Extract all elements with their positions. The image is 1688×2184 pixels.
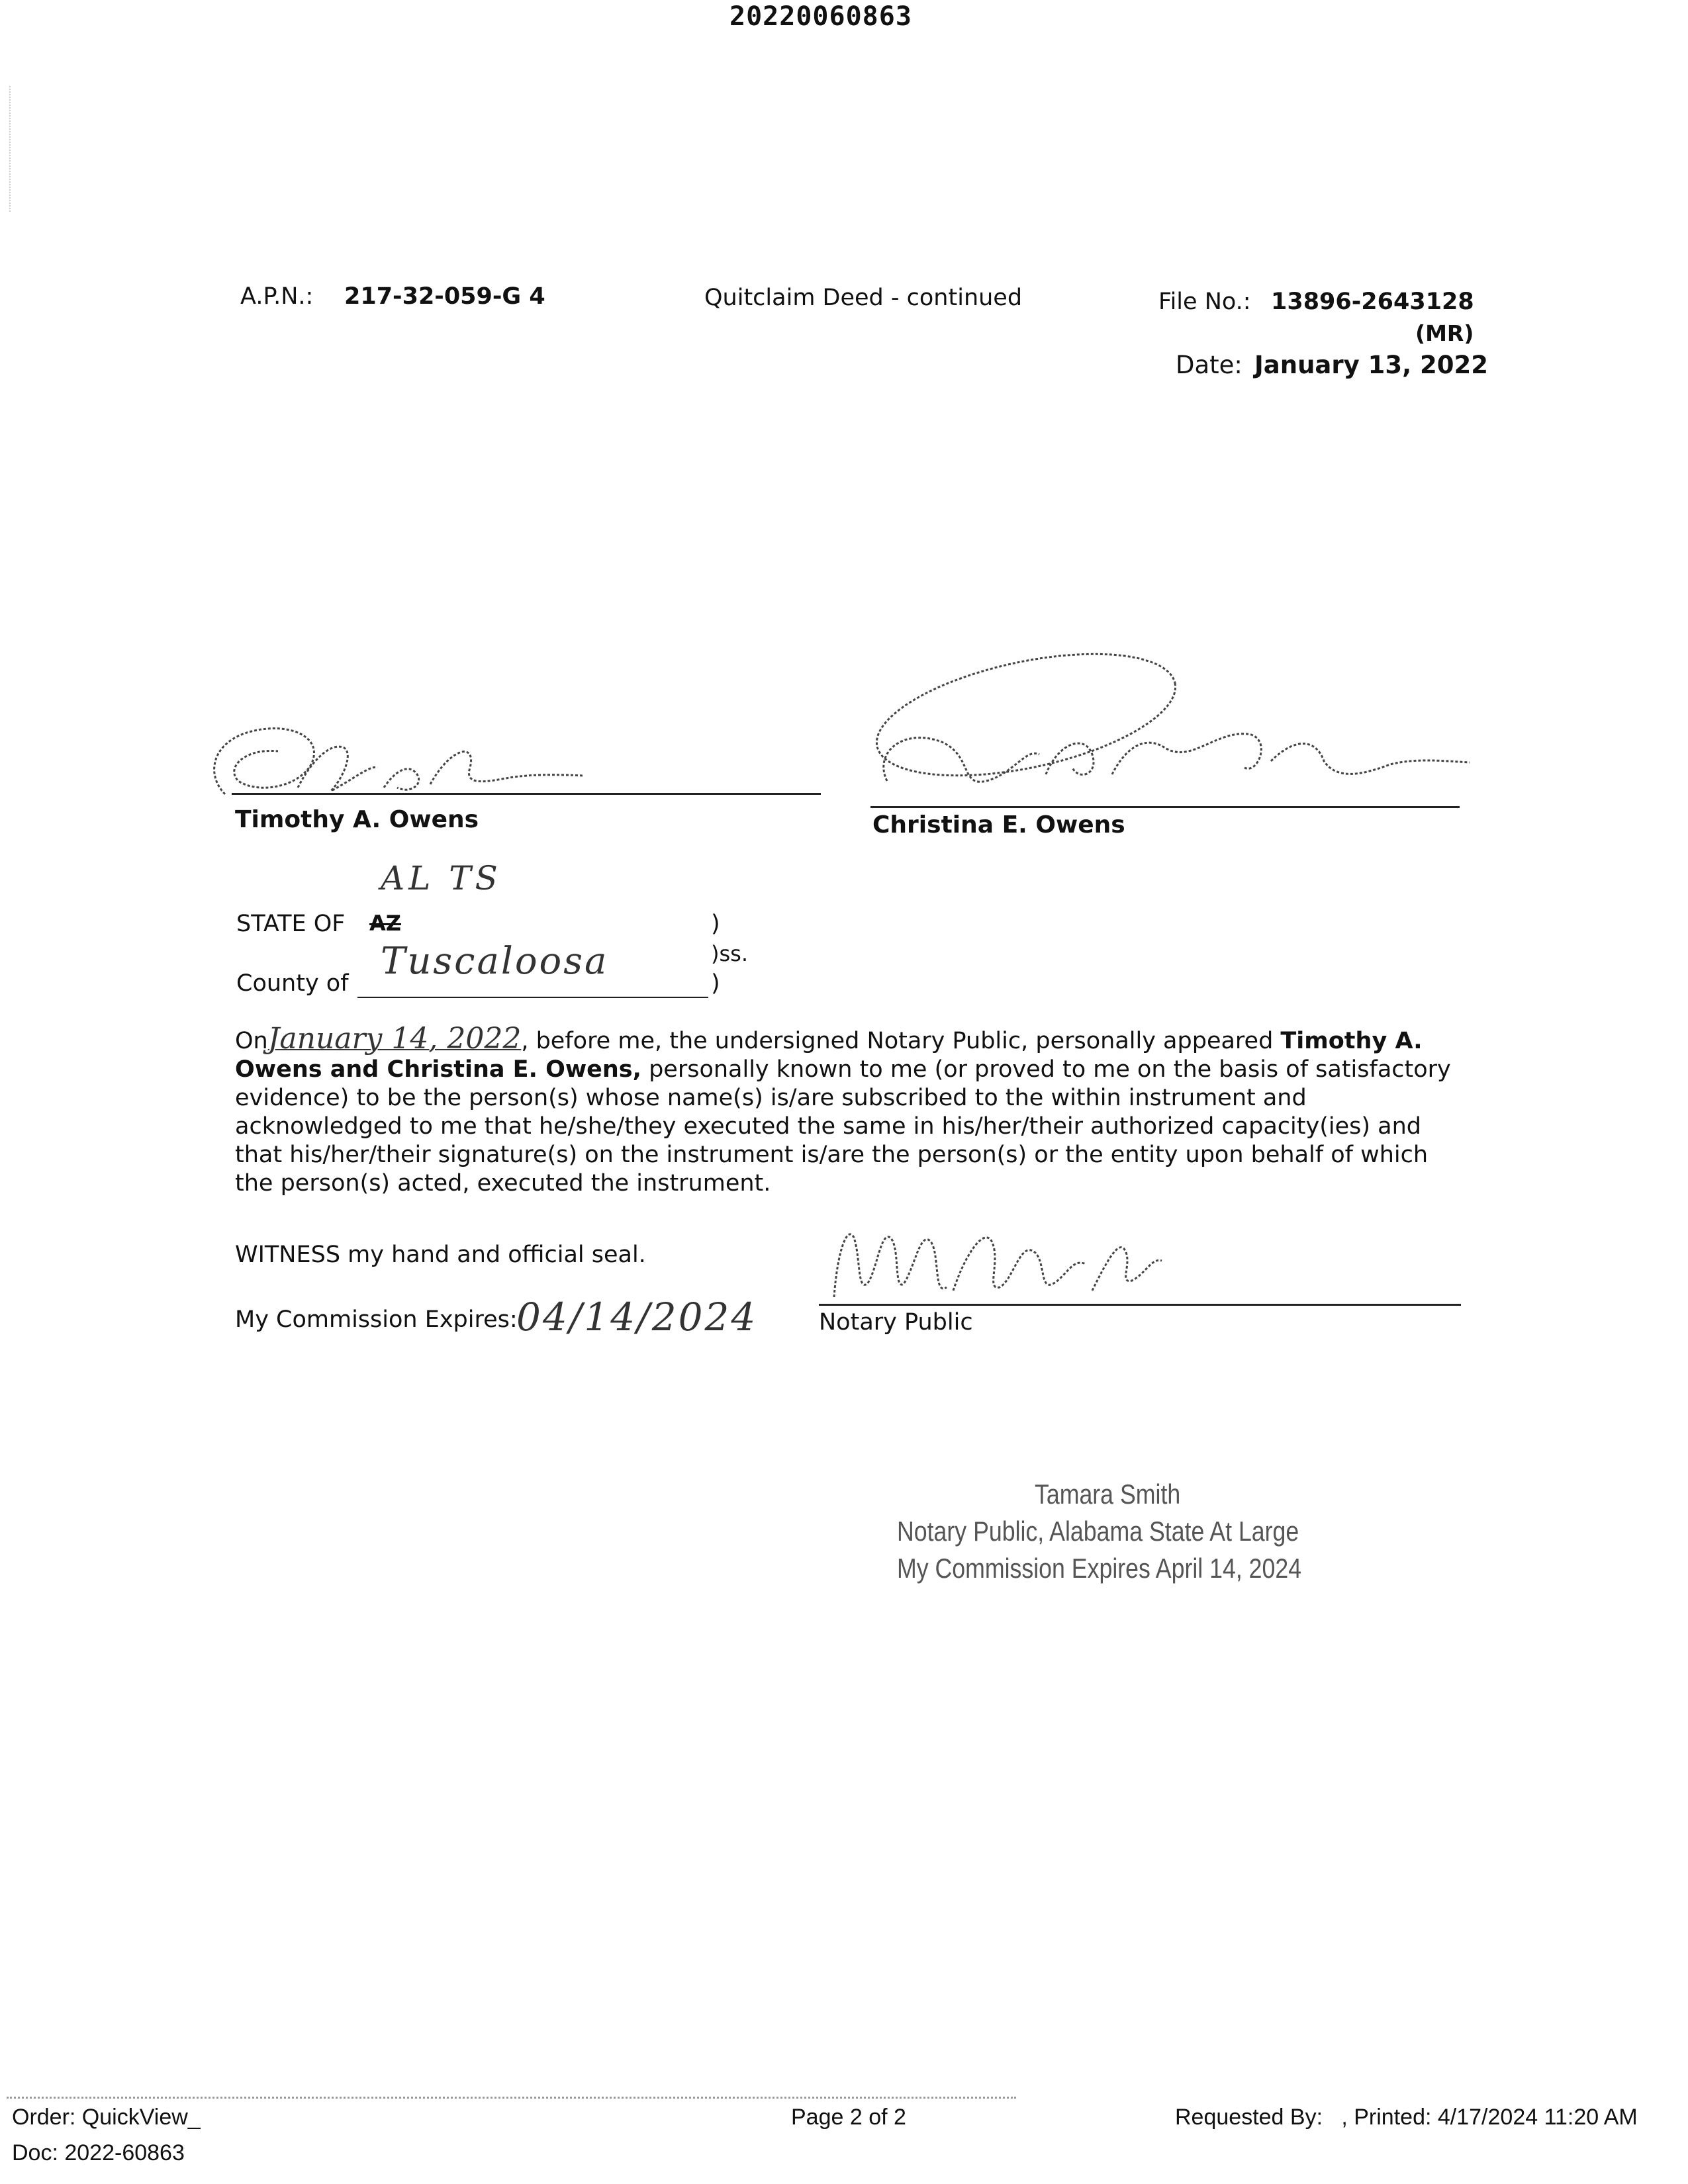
state-label: STATE OF xyxy=(236,911,346,937)
notary-stamp-expiry: My Commission Expires April 14, 2024 xyxy=(897,1553,1302,1584)
signer-name-christina: Christina E. Owens xyxy=(872,811,1125,839)
county-line xyxy=(357,997,708,998)
footer-doc: Doc: 2022-60863 xyxy=(12,2140,185,2165)
acknowledgment-names: Timothy A. Owens and Christina E. Owens, xyxy=(235,1028,1423,1083)
state-struck: AZ xyxy=(369,911,401,936)
signature-line-christina xyxy=(870,806,1460,808)
notary-signature-graphic xyxy=(821,1211,1165,1310)
acknowledgment-paragraph xyxy=(235,1024,1460,1198)
signature-christina-graphic xyxy=(861,649,1476,814)
footer-page: Page 2 of 2 xyxy=(791,2105,906,2130)
file-number-suffix: (MR) xyxy=(1415,320,1474,346)
commission-handwritten: 04/14/2024 xyxy=(516,1295,758,1340)
signature-timothy-graphic xyxy=(199,702,675,814)
witness-text: WITNESS my hand and official seal. xyxy=(235,1242,646,1268)
notary-signature-line xyxy=(819,1304,1461,1306)
date-value: January 13, 2022 xyxy=(1254,351,1489,379)
file-number-value: 13896-2643128 xyxy=(1271,289,1474,315)
notary-public-label: Notary Public xyxy=(819,1309,973,1336)
apn-label: A.P.N.: xyxy=(240,283,314,310)
document-title: Quitclaim Deed - continued xyxy=(704,285,1023,311)
margin-marks xyxy=(9,86,11,212)
acknowledgment-text-2: personally known to me (or proved to me on the basis of satisfactory evidence) to be the person(s) whose name(s) is/are subscribed to the within instrument and acknowledged to me that he/she/they executed the same in his/her/their authorized capacity(ies) and that his/her/their signature(s) on the instrument is/are the person(s) or the entity upon behalf of which the person(s) acted, executed the instrument. xyxy=(235,1056,1451,1197)
county-handwritten: Tuscaloosa xyxy=(381,940,609,983)
document-number: 20220060863 xyxy=(729,1,912,32)
footer-divider xyxy=(7,2097,1016,2099)
file-number-label: File No.: xyxy=(1158,289,1251,315)
notary-stamp-name: Tamara Smith xyxy=(1035,1479,1181,1510)
apn-value: 217-32-059-G 4 xyxy=(344,283,545,310)
venue-paren-bottom: ) xyxy=(711,970,720,997)
date-label: Date: xyxy=(1176,351,1243,379)
acknowledgment-text-1: , before me, the undersigned Notary Public, personally appeared xyxy=(521,1028,1281,1054)
footer-requested: Requested By: , Printed: 4/17/2024 11:20 AM xyxy=(1175,2105,1638,2130)
state-handwritten: AL TS xyxy=(381,859,502,897)
county-label: County of xyxy=(236,970,349,997)
footer-order: Order: QuickView_ xyxy=(12,2105,201,2130)
venue-paren-top: ) xyxy=(711,911,720,937)
signature-line-timothy xyxy=(232,793,821,795)
venue-ss: )ss. xyxy=(711,941,748,966)
commission-label: My Commission Expires: xyxy=(235,1306,518,1333)
notary-stamp-title: Notary Public, Alabama State At Large xyxy=(897,1516,1299,1547)
on-label: On xyxy=(235,1028,268,1054)
acknowledgment-date-handwritten: January 14, 2022 xyxy=(267,1022,522,1056)
signer-name-timothy: Timothy A. Owens xyxy=(235,806,479,833)
